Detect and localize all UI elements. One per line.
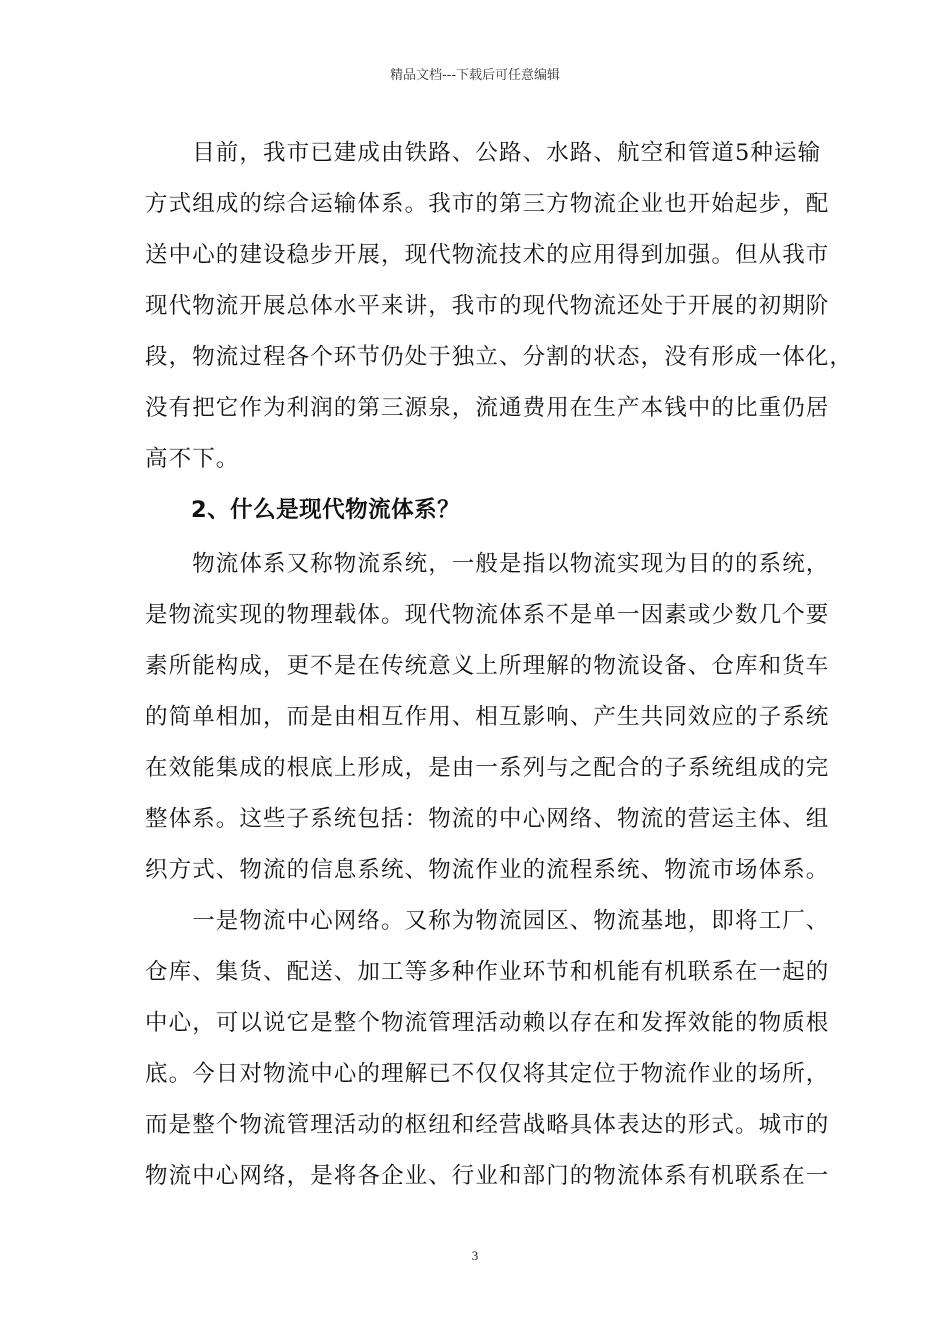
- page-header: 精品文档---下载后可任意编辑: [389, 68, 561, 83]
- paragraph-3-line-1: 一是物流中心网络。又称为物流园区、物流基地，即将工厂、: [145, 908, 830, 934]
- paragraph-1-line-4: 现代物流开展总体水平来讲，我市的现代物流还处于开展的初期阶: [145, 293, 830, 319]
- paragraph-3-line-2: 仓库、集货、配送、加工等多种作业环节和机能有机联系在一起的: [145, 959, 830, 985]
- paragraph-1-line-1: 目前，我市已建成由铁路、公路、水路、航空和管道5种运输: [145, 140, 822, 166]
- paragraph-1-line-3: 送中心的建设稳步开展，现代物流技术的应用得到加强。但从我市: [145, 242, 830, 268]
- section-heading: 2、什么是现代物流体系？: [145, 497, 461, 523]
- page-number: 3: [471, 1248, 479, 1263]
- paragraph-1-line-2: 方式组成的综合运输体系。我市的第三方物流企业也开始起步，配: [145, 191, 830, 217]
- paragraph-2-line-4: 的简单相加，而是由相互作用、相互影响、产生共同效应的子系统: [145, 704, 830, 730]
- paragraph-1-line-7: 高不下。: [145, 446, 240, 472]
- paragraph-3-line-4: 底。今日对物流中心的理解已不仅仅将其定位于物流作业的场所，: [145, 1061, 830, 1087]
- paragraph-2-line-5: 在效能集成的根底上形成，是由一系列与之配合的子系统组成的完: [145, 755, 830, 781]
- paragraph-1-line-6: 没有把它作为利润的第三源泉，流通费用在生产本钱中的比重仍居: [145, 395, 830, 421]
- paragraph-2-line-1: 物流体系又称物流系统，一般是指以物流实现为目的的系统，: [145, 551, 830, 577]
- paragraph-2-line-3: 素所能构成，更不是在传统意义上所理解的物流设备、仓库和货车: [145, 653, 830, 679]
- paragraph-2-line-2: 是物流实现的物理载体。现代物流体系不是单一因素或少数几个要: [145, 602, 830, 628]
- paragraph-3-line-3: 中心，可以说它是整个物流管理活动赖以存在和发挥效能的物质根: [145, 1010, 830, 1036]
- paragraph-3-line-6: 物流中心网络，是将各企业、行业和部门的物流体系有机联系在一: [145, 1163, 830, 1189]
- paragraph-3-line-5: 而是整个物流管理活动的枢纽和经营战略具体表达的形式。城市的: [145, 1112, 830, 1138]
- paragraph-1-line-5: 段，物流过程各个环节仍处于独立、分割的状态，没有形成一体化，: [145, 344, 854, 370]
- paragraph-2-line-7: 织方式、物流的信息系统、物流作业的流程系统、物流市场体系。: [145, 857, 830, 883]
- paragraph-2-line-6: 整体系。这些子系统包括：物流的中心网络、物流的营运主体、组: [145, 806, 830, 832]
